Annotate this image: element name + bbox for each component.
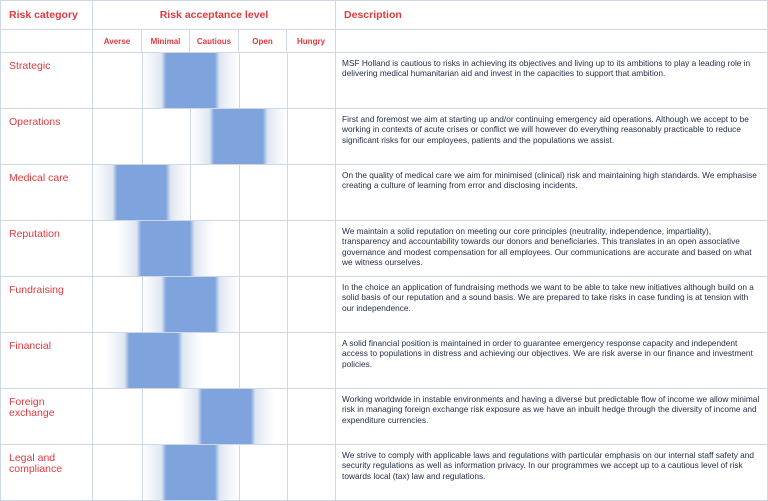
acceptance-band: [178, 389, 275, 444]
level-gridline: [142, 109, 143, 164]
risk-description: Working worldwide in instable environments and having a diverse but predictable flow of income we allow minimal risk in managing foreign exchange risk exposure as we have an inbuilt hedge through the diversity of income and expenditure currencies.: [336, 389, 768, 445]
table-row: [1, 221, 768, 277]
level-gridline: [287, 277, 288, 332]
table-row: [1, 389, 768, 445]
acceptance-level-cell: [93, 53, 336, 109]
level-gridline: [190, 165, 191, 220]
risk-description: A solid financial position is maintained in order to guarantee emergency response capacity and independent access to populations in distress and achieving our objectives. We are risk averse in our finance and investment policies.: [336, 333, 768, 389]
risk-category: Reputation: [1, 221, 93, 277]
risk-description: On the quality of medical care we aim for minimised (clinical) risk and maintaining high standards. We emphasise creating a culture of learning from error and disclosing incidents.: [336, 165, 768, 221]
table-row: [1, 445, 768, 501]
level-gridline: [287, 445, 288, 500]
acceptance-level-cell: [93, 445, 336, 501]
table-row: [1, 53, 768, 109]
risk-description: In the choice an application of fundraising methods we want to be able to take new initiatives although build on a solid basis of our reputation and a sound basis. We are prepared to take risks in case funding is at tension with our independence.: [336, 277, 768, 333]
level-gridline: [287, 333, 288, 388]
acceptance-band: [117, 221, 214, 276]
risk-category: Strategic: [1, 53, 93, 109]
subheader-spacer: [336, 30, 768, 53]
level-gridline: [239, 445, 240, 500]
level-gridline: [239, 221, 240, 276]
acceptance-band: [190, 109, 287, 164]
level-label-hungry: Hungry: [287, 30, 336, 53]
level-label-open: Open: [239, 30, 287, 53]
risk-category: Fundraising: [1, 277, 93, 333]
risk-category: Operations: [1, 109, 93, 165]
level-label-minimal: Minimal: [142, 30, 190, 53]
level-gridline: [239, 165, 240, 220]
risk-category: Financial: [1, 333, 93, 389]
acceptance-band: [142, 277, 239, 332]
risk-category: Legal and compliance: [1, 445, 93, 501]
column-header-level: Risk acceptance level: [93, 1, 336, 30]
risk-description: We maintain a solid reputation on meeting our core principles (neutrality, independence, impartiality), transparency and accountability towards our donors and beneficiaries. This translates in an open associative governance and modest compensation for all employees. Our communications are accurate and based on what we witness ourselves.: [336, 221, 768, 277]
level-gridline: [239, 277, 240, 332]
risk-category: Foreign exchange: [1, 389, 93, 445]
level-gridline: [287, 389, 288, 444]
level-gridline: [287, 53, 288, 108]
risk-description: We strive to comply with applicable laws and regulations with particular emphasis on our internal staff safety and security regulations as well as information privacy. In our programmes we accept up to a cautious level of risk towards local (tax) law and regulations.: [336, 445, 768, 501]
level-gridline: [287, 221, 288, 276]
risk-category: Medical care: [1, 165, 93, 221]
risk-description: MSF Holland is cautious to risks in achieving its objectives and living up to its ambitions to play a leading role in delivering medical humanitarian aid and invest in the capacities to support that ambition.: [336, 53, 768, 109]
table-row: [1, 109, 768, 165]
subheader-spacer: [1, 30, 93, 53]
acceptance-band: [142, 53, 239, 108]
level-label-averse: Averse: [93, 30, 142, 53]
acceptance-level-cell: [93, 389, 336, 445]
acceptance-band: [142, 445, 239, 500]
acceptance-level-cell: [93, 333, 336, 389]
level-gridline: [287, 165, 288, 220]
level-gridline: [239, 53, 240, 108]
table-row: [1, 277, 768, 333]
table-row: [1, 165, 768, 221]
acceptance-band: [105, 333, 202, 388]
column-header-category: Risk category: [1, 1, 93, 30]
acceptance-level-cell: [93, 221, 336, 277]
level-gridline: [142, 389, 143, 444]
acceptance-band: [93, 165, 190, 220]
acceptance-level-cell: [93, 277, 336, 333]
level-label-cautious: Cautious: [190, 30, 239, 53]
level-gridline: [239, 333, 240, 388]
acceptance-level-cell: [93, 109, 336, 165]
acceptance-level-cell: [93, 165, 336, 221]
table-row: [1, 333, 768, 389]
column-header-description: Description: [336, 1, 768, 30]
risk-description: First and foremost we aim at starting up and/or continuing emergency aid operations. Although we accept to be working in contexts of acute crises or conflict we will however do everything reasonably practicable to reduce significant risks for our employees, patients and the populations we assist.: [336, 109, 768, 165]
